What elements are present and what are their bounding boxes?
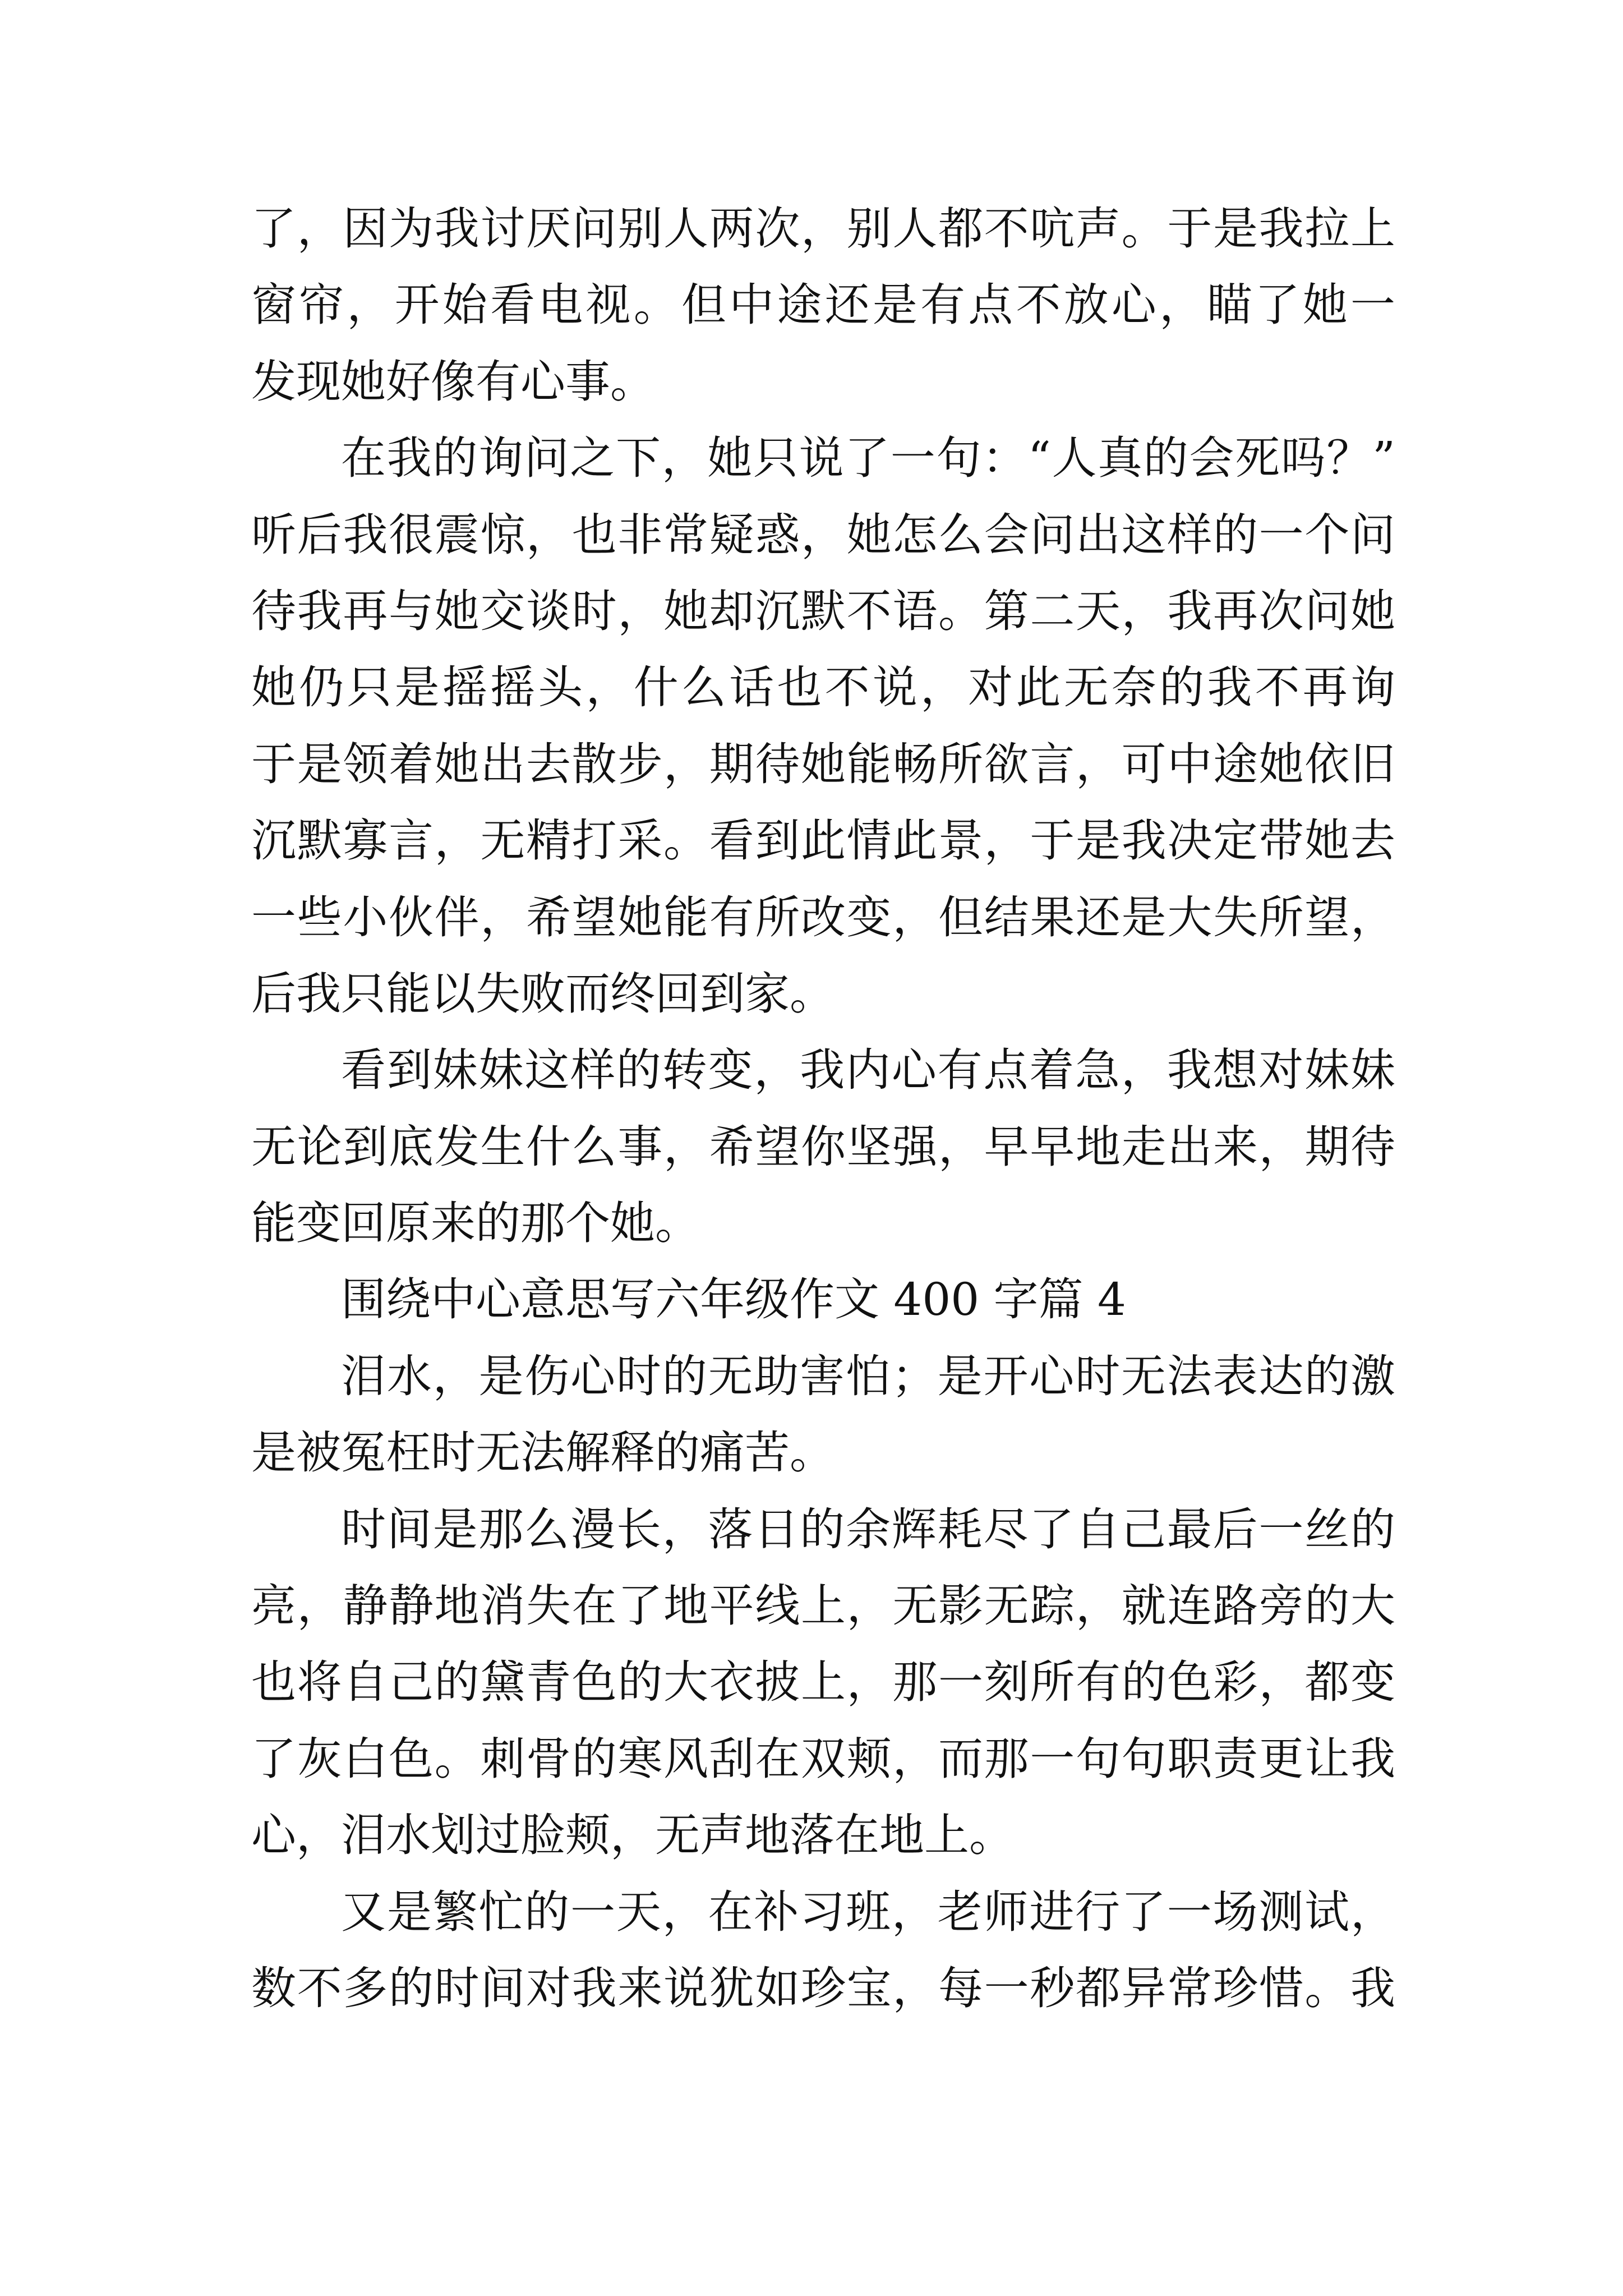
- text-line: 窗帘，开始看电视。但中途还是有点不放心，瞄了她一: [251, 279, 1395, 332]
- text-line: 待我再与她交谈时，她却沉默不语。第二天，我再次问她: [251, 585, 1395, 637]
- text-line: 心，泪水划过脸颊，无声地落在地上。: [251, 1809, 1014, 1862]
- text-line: 时间是那么漫长，落日的余辉耗尽了自己最后一丝的: [341, 1503, 1395, 1556]
- text-line: 发现她好像有心事。: [251, 355, 655, 408]
- text-line: 了，因为我讨厌问别人两次，别人都不吭声。于是我拉上: [251, 203, 1395, 255]
- text-line: 看到妹妹这样的转变，我内心有点着急，我想对妹妹: [341, 1044, 1395, 1097]
- text-line: 也将自己的黛青色的大衣披上，那一刻所有的色彩，都变: [251, 1656, 1395, 1709]
- text-line: 了灰白色。刺骨的寒风刮在双颊，而那一句句职责更让我: [251, 1732, 1395, 1785]
- text-line: 数不多的时间对我来说犹如珍宝，每一秒都异常珍惜。我: [251, 1962, 1395, 2014]
- text-line: 泪水，是伤心时的无助害怕；是开心时无法表达的激: [341, 1350, 1395, 1402]
- text-line: 在我的询问之下，她只说了一句：“人真的会死吗？”: [341, 432, 1395, 485]
- text-line: 无论到底发生什么事，希望你坚强，早早地走出来，期待: [251, 1120, 1395, 1173]
- text-line: 一些小伙伴，希望她能有所改变，但结果还是大失所望，: [251, 891, 1395, 944]
- text-line: 她仍只是摇摇头，什么话也不说，对此无奈的我不再询: [251, 661, 1395, 714]
- text-line: 能变回原来的那个她。: [251, 1197, 700, 1250]
- essay-body-text: [251, 191, 1395, 2027]
- text-line: 围绕中心意思写六年级作文 400 字篇 4: [341, 1273, 1126, 1326]
- text-line: 后我只能以失败而终回到家。: [251, 967, 834, 1020]
- text-line: 又是繁忙的一天，在补习班，老师进行了一场测试，: [341, 1885, 1395, 1938]
- text-line: 于是领着她出去散步，期待她能畅所欲言，可中途她依旧: [251, 738, 1395, 790]
- text-line: 听后我很震惊，也非常疑惑，她怎么会问出这样的一个问: [251, 508, 1395, 561]
- text-line: 是被冤枉时无法解释的痛苦。: [251, 1427, 834, 1479]
- text-line: 沉默寡言，无精打采。看到此情此景，于是我决定带她去: [251, 815, 1395, 867]
- text-line: 亮，静静地消失在了地平线上，无影无踪，就连路旁的大: [251, 1580, 1395, 1632]
